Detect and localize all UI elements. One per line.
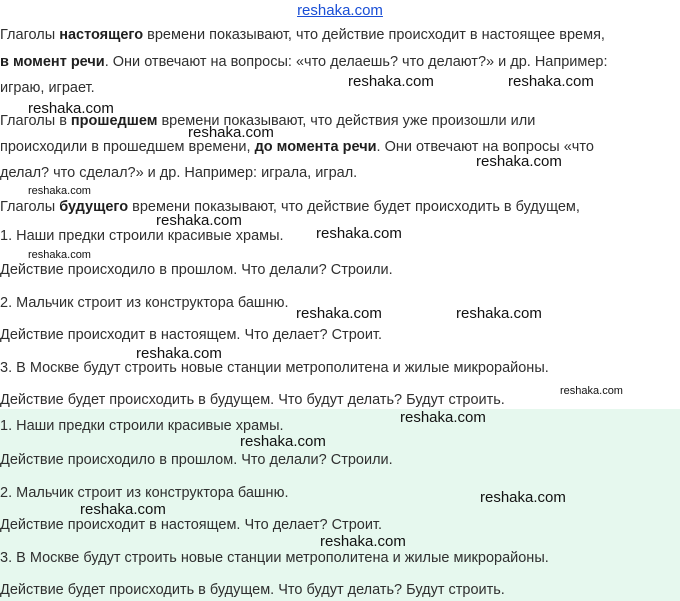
watermark: reshaka.com xyxy=(316,225,402,242)
watermark: reshaka.com xyxy=(508,73,594,90)
watermark: reshaka.com xyxy=(28,185,91,197)
watermark: reshaka.com xyxy=(348,73,434,90)
task-answer-2: Действие происходит в настоящем. Что делает? Строит. xyxy=(0,327,382,343)
answer-sentence-3: 3. В Москве будут строить новые станции метрополитена и жилые микрорайоны. xyxy=(0,550,549,566)
watermark: reshaka.com xyxy=(560,385,623,397)
task-answer-3: Действие будет происходить в будущем. Что будут делать? Будут строить. xyxy=(0,392,505,408)
watermark: reshaka.com xyxy=(80,501,166,518)
watermark: reshaka.com xyxy=(28,100,114,117)
intro-p3-line1: Глаголы будущего времени показывают, что действие будет происходить в будущем, xyxy=(0,199,580,215)
site-logo-link[interactable]: reshaka.com xyxy=(297,2,383,19)
watermark: reshaka.com xyxy=(296,305,382,322)
watermark: reshaka.com xyxy=(400,409,486,426)
task-sentence-3: 3. В Москве будут строить новые станции метрополитена и жилые микрорайоны. xyxy=(0,360,549,376)
intro-p1-line3: играю, играет. xyxy=(0,80,95,96)
answer-answer-3: Действие будет происходить в будущем. Что будут делать? Будут строить. xyxy=(0,582,505,598)
watermark: reshaka.com xyxy=(240,433,326,450)
watermark: reshaka.com xyxy=(480,489,566,506)
watermark: reshaka.com xyxy=(136,345,222,362)
intro-p1-line2: в момент речи. Они отвечают на вопросы: «что делаешь? что делают?» и др. Например: xyxy=(0,54,608,70)
watermark: reshaka.com xyxy=(188,124,274,141)
intro-p2-line2: происходили в прошедшем времени, до момента речи. Они отвечают на вопросы «что xyxy=(0,139,594,155)
answer-sentence-1: 1. Наши предки строили красивые храмы. xyxy=(0,418,284,434)
intro-p2-line1: Глаголы в прошедшем времени показывают, что действия уже произошли или xyxy=(0,113,536,129)
watermark: reshaka.com xyxy=(320,533,406,550)
task-sentence-1: 1. Наши предки строили красивые храмы. xyxy=(0,228,284,244)
answer-answer-1: Действие происходило в прошлом. Что делали? Строили. xyxy=(0,452,393,468)
task-answer-1: Действие происходило в прошлом. Что делали? Строили. xyxy=(0,262,393,278)
answer-sentence-2: 2. Мальчик строит из конструктора башню. xyxy=(0,485,289,501)
watermark: reshaka.com xyxy=(156,212,242,229)
answer-answer-2: Действие происходит в настоящем. Что делает? Строит. xyxy=(0,517,382,533)
task-sentence-2: 2. Мальчик строит из конструктора башню. xyxy=(0,295,289,311)
watermark: reshaka.com xyxy=(28,249,91,261)
watermark: reshaka.com xyxy=(456,305,542,322)
intro-p2-line3: делал? что сделал?» и др. Например: играла, играл. xyxy=(0,165,358,181)
intro-p1-line1: Глаголы настоящего времени показывают, что действие происходит в настоящее время, xyxy=(0,27,605,43)
watermark: reshaka.com xyxy=(476,153,562,170)
